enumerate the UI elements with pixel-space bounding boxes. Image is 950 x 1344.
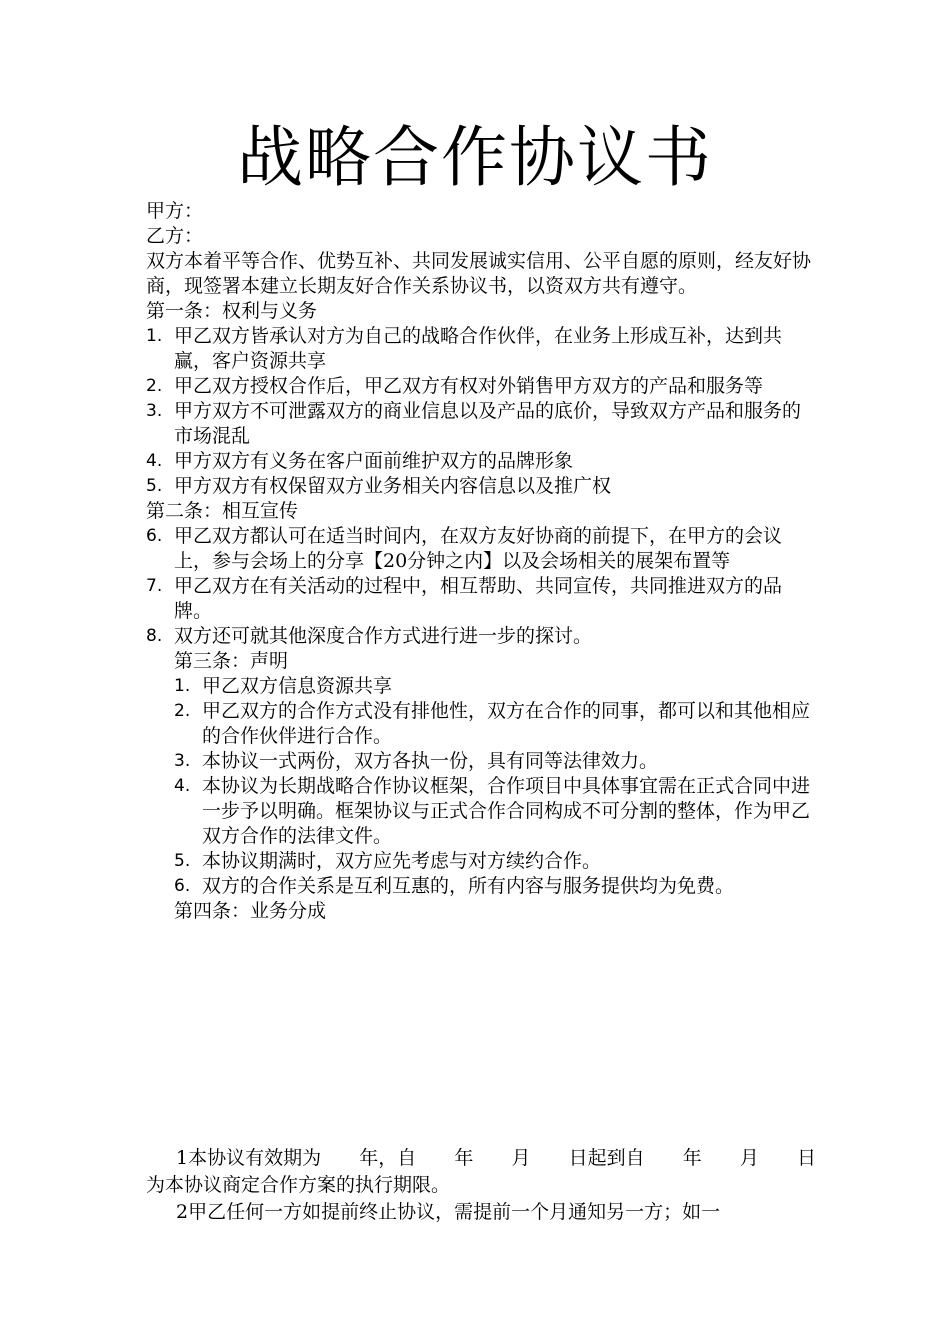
list-text: 本协议为长期战略合作协议框架，合作项目中具体事宜需在正式合同中进一步予以明确。框架协议与正式合作合同构成不可分割的整体，作为甲乙双方合作的法律文件。 [202, 775, 811, 847]
list-text: 甲方双方有义务在客户面前维护双方的品牌形象 [174, 450, 574, 472]
term-part: 年，自 [359, 1147, 417, 1169]
term-part: 年 [682, 1147, 702, 1169]
list-text: 双方还可就其他深度合作方式进行进一步的探讨。 [174, 625, 593, 647]
list-item [146, 449, 816, 474]
term-part: 月 [739, 1147, 759, 1169]
document-body [146, 199, 816, 924]
list-text: 双方的合作关系是互利互惠的，所有内容与服务提供均为免费。 [202, 875, 735, 897]
intro-paragraph: 双方本着平等合作、优势互补、共同发展诚实信用、公平自愿的原则，经友好协商，现签署本建立长期友好合作关系协议书，以资双方共有遵守。 [146, 250, 812, 297]
term-part: 年 [454, 1147, 474, 1169]
section4-heading: 第四条：业务分成 [174, 900, 327, 922]
list-number: 8. [146, 626, 163, 646]
list-number: 2. [146, 376, 163, 396]
list-text: 甲乙双方在有关活动的过程中，相互帮助、共同宣传，共同推进双方的品牌。 [174, 575, 783, 622]
list-number: 5. [174, 851, 191, 871]
list-item [146, 324, 816, 374]
list-item [146, 399, 816, 449]
list-number: 6. [146, 526, 163, 546]
list-text: 本协议期满时，双方应先考虑与对方续约合作。 [202, 850, 602, 872]
termination-paragraph: 2甲乙任何一方如提前终止协议，需提前一个月通知另一方；如一 [176, 1201, 721, 1223]
list-item [174, 674, 816, 699]
section3-heading: 第三条：声明 [174, 650, 289, 672]
list-text: 甲乙双方授权合作后，甲乙双方有权对外销售甲方双方的产品和服务等 [174, 375, 764, 397]
list-item [174, 749, 816, 774]
list-item [146, 524, 816, 574]
list-text: 甲乙双方皆承认对方为自己的战略合作伙伴，在业务上形成互补，达到共赢，客户资源共享 [174, 325, 783, 372]
party-b-line: 乙方： [146, 225, 204, 247]
list-text: 甲乙双方的合作方式没有排他性，双方在合作的同事，都可以和其他相应的合作伙伴进行合作。 [202, 700, 811, 747]
term-continuation: 为本协议商定合作方案的执行期限。 [146, 1174, 451, 1196]
list-item [174, 774, 816, 849]
list-text: 甲方双方不可泄露双方的商业信息以及产品的底价，导致双方产品和服务的市场混乱 [174, 400, 802, 447]
section1-heading: 第一条：权利与义务 [146, 300, 318, 322]
list-text: 甲方双方有权保留双方业务相关内容信息以及推广权 [174, 475, 612, 497]
term-line [146, 1145, 816, 1172]
term-part: 月 [511, 1147, 531, 1169]
list-text: 甲乙双方都认可在适当时间内，在双方友好协商的前提下，在甲方的会议上，参与会场上的分享【20分钟之内】以及会场相关的展架布置等 [174, 525, 783, 572]
section2-heading: 第二条：相互宣传 [146, 500, 299, 522]
list-item [146, 574, 816, 624]
section3-block [146, 649, 816, 924]
list-number: 5. [146, 476, 163, 496]
list-item [174, 699, 816, 749]
term-part: 日起到自 [568, 1147, 645, 1169]
list-item [174, 874, 816, 899]
list-number: 1. [146, 326, 163, 346]
list-number: 4. [174, 776, 191, 796]
list-number: 7. [146, 576, 163, 596]
term-part: 日 [796, 1147, 816, 1169]
document-footer [146, 1145, 816, 1226]
list-item [146, 624, 816, 649]
list-item [174, 849, 816, 874]
list-text: 本协议一式两份，双方各执一份，具有同等法律效力。 [202, 750, 659, 772]
list-number: 3. [174, 751, 191, 771]
list-number: 6. [174, 876, 191, 896]
document-title: 战略合作协议书 [237, 119, 713, 196]
list-number: 1. [174, 676, 191, 696]
list-number: 4. [146, 451, 163, 471]
list-text: 甲乙双方信息资源共享 [202, 675, 393, 697]
term-part: 1本协议有效期为 [176, 1147, 322, 1169]
list-item [146, 474, 816, 499]
list-item [146, 374, 816, 399]
party-a-line: 甲方： [146, 200, 204, 222]
list-number: 3. [146, 401, 163, 421]
list-number: 2. [174, 701, 191, 721]
